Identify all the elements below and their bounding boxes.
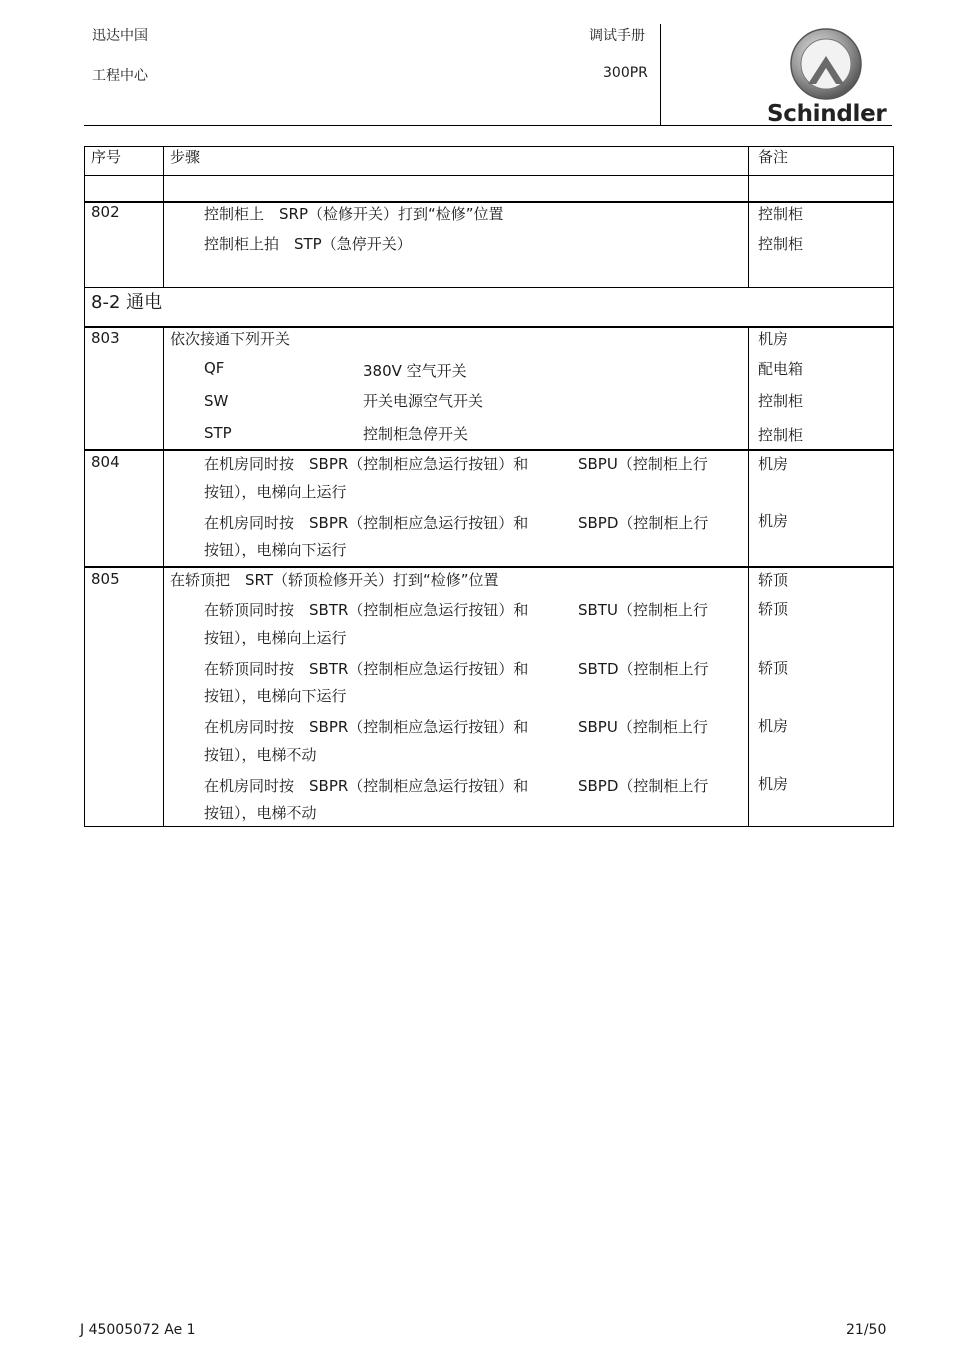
step-text: SBPU（控制柜上行 [578,455,708,473]
note-text: 轿顶 [758,659,789,677]
row-number: 805 [91,570,120,588]
note-text: 机房 [758,455,789,473]
step-text: 在轿顶把 SRT（轿顶检修开关）打到“检修”位置 [170,571,499,589]
step-text: 按钮），电梯不动 [204,746,317,764]
column-header-number: 序号 [91,148,122,166]
note-text: 控制柜 [758,392,804,410]
note-text: 机房 [758,717,789,735]
step-text: 在机房同时按 SBPR（控制柜应急运行按钮）和 [204,777,529,795]
column-header-steps: 步骤 [170,148,201,166]
step-text: 在轿顶同时按 SBTR（控制柜应急运行按钮）和 [204,601,529,619]
document-id: J 45005072 Ae 1 [80,1322,196,1338]
step-text: 在机房同时按 SBPR（控制柜应急运行按钮）和 [204,718,529,736]
step-text: SBTU（控制柜上行 [578,601,708,619]
company-name: 迅达中国 [92,28,148,44]
step-text: SBPD（控制柜上行 [578,514,709,532]
note-text: 控制柜 [758,426,804,444]
document-title: 调试手册 [589,28,645,44]
schindler-logo-text: Schindler [767,101,887,127]
step-text: SBTD（控制柜上行 [578,660,709,678]
step-text: 控制柜上 SRP（检修开关）打到“检修”位置 [204,205,504,223]
step-text: 按钮），电梯向上运行 [204,483,347,501]
note-text: 控制柜 [758,205,804,223]
note-text: 控制柜 [758,235,804,253]
switch-code: QF [204,359,225,377]
step-text: 在机房同时按 SBPR（控制柜应急运行按钮）和 [204,455,529,473]
switch-description: 380V 空气开关 [363,362,467,380]
step-text: 依次接通下列开关 [170,330,291,348]
step-text: 在机房同时按 SBPR（控制柜应急运行按钮）和 [204,514,529,532]
step-text: 按钮），电梯向下运行 [204,541,347,559]
step-text: SBPU（控制柜上行 [578,718,708,736]
note-text: 机房 [758,330,789,348]
step-text: 按钮），电梯向下运行 [204,687,347,705]
switch-code: STP [204,424,232,442]
department-name: 工程中心 [92,68,148,84]
model-number: 300PR [603,65,648,81]
note-text: 轿顶 [758,571,789,589]
note-text: 轿顶 [758,600,789,618]
note-text: 机房 [758,775,789,793]
schindler-logo-icon [786,26,866,102]
switch-code: SW [204,392,229,410]
step-text: 控制柜上拍 STP（急停开关） [204,235,412,253]
row-number: 802 [91,203,120,221]
column-header-notes: 备注 [758,148,789,166]
switch-description: 开关电源空气开关 [363,392,484,410]
page-number: 21/50 [846,1322,887,1338]
note-text: 机房 [758,512,789,530]
section-heading: 8-2 通电 [91,292,163,313]
row-number: 804 [91,453,120,471]
header-divider [660,24,661,125]
switch-description: 控制柜急停开关 [363,425,469,443]
note-text: 配电箱 [758,360,804,378]
step-text: 按钮），电梯向上运行 [204,629,347,647]
step-text: 按钮），电梯不动 [204,804,317,822]
step-text: 在轿顶同时按 SBTR（控制柜应急运行按钮）和 [204,660,529,678]
row-number: 803 [91,329,120,347]
step-text: SBPD（控制柜上行 [578,777,709,795]
